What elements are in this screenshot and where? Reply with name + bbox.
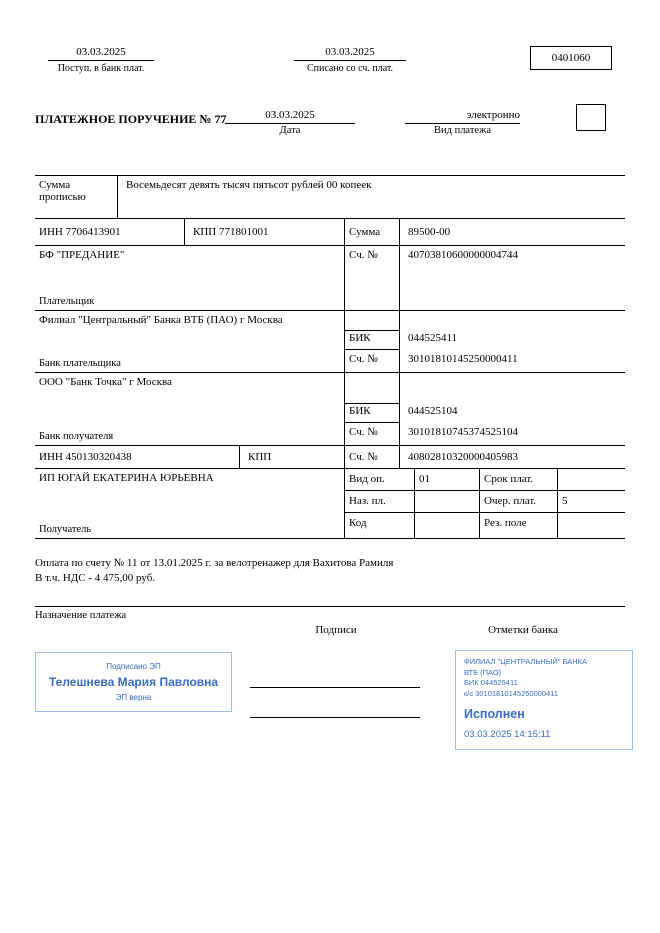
payee-bank-bik-label: БИК	[345, 403, 399, 423]
document-title: ПЛАТЕЖНОЕ ПОРУЧЕНИЕ № 77	[35, 112, 227, 126]
payer-inn-row	[35, 219, 625, 246]
payer-bank-details	[345, 311, 625, 372]
payee-name: ИП ЮГАЙ ЕКАТЕРИНА ЮРЬЕВНА	[39, 472, 214, 484]
payee-bank-detail-labels	[345, 373, 400, 445]
payer-bank-detail-labels	[345, 311, 400, 372]
op-type-label: Вид оп.	[345, 469, 415, 490]
payer-bank-detail-values	[400, 311, 625, 372]
bank-stamp-branch-line1: ФИЛИАЛ "ЦЕНТРАЛЬНЫЙ" БАНКА	[464, 657, 588, 666]
payment-kind-value: электронно	[405, 109, 520, 124]
payee-bank-cell	[35, 373, 345, 445]
signature-line-1	[250, 687, 420, 688]
document-date-field	[225, 109, 355, 136]
payer-bank-account-label: Сч. №	[349, 353, 378, 365]
debited-field	[294, 46, 406, 74]
bank-marks-header: Отметки банка	[488, 624, 558, 636]
payment-purpose-label: Назначение платежа	[35, 610, 127, 621]
operation-details	[345, 469, 625, 538]
payer-cell	[35, 246, 345, 310]
payer-bank-account: 30101810145250000411	[408, 353, 518, 365]
payer-bank-label: Банк плательщика	[39, 358, 121, 369]
amount-words-value: Восемьдесят девять тысяч пятьсот рублей 00 копеек	[126, 179, 372, 191]
payment-purpose-rule	[35, 606, 625, 607]
esignature-stamp	[35, 652, 232, 712]
bank-stamp-datetime: 03.03.2025 14:15:11	[464, 729, 551, 740]
amount-words-row	[35, 176, 625, 219]
payee-label: Получатель	[39, 524, 92, 535]
debited-label: Списано со сч. плат.	[306, 63, 394, 74]
payee-bank-name: ООО "Банк Точка" г Москва	[39, 376, 172, 388]
bank-execution-stamp	[455, 650, 633, 750]
payee-inn: ИНН 450130320438	[35, 446, 240, 468]
bank-received-field	[48, 46, 154, 74]
payee-bank-label: Банк получателя	[39, 431, 114, 442]
purpose-code-label: Наз. пл.	[345, 491, 415, 512]
payer-bank-name: Филиал "Центральный" Банка ВТБ (ПАО) г Москва	[39, 314, 283, 326]
payment-purpose-line1: Оплата по счету № 11 от 13.01.2025 г. за велотренажер для Вахитова Рамиля	[35, 557, 394, 569]
payer-name: БФ "ПРЕДАНИЕ"	[39, 249, 125, 261]
payee-bank-details	[345, 373, 625, 445]
document-date: 03.03.2025	[225, 109, 355, 124]
form-code-box: 0401060	[530, 46, 612, 70]
purpose-code-row	[345, 491, 625, 513]
payee-inn-row	[35, 446, 625, 469]
bank-received-date: 03.03.2025	[48, 46, 154, 61]
op-type-row	[345, 469, 625, 491]
amount-words-label: Сумма прописью	[35, 176, 118, 218]
purpose-code-value	[415, 491, 480, 512]
debited-date: 03.03.2025	[294, 46, 406, 61]
payee-account: 40802810320000405983	[408, 451, 518, 463]
payer-row	[35, 246, 625, 311]
payer-kpp: КПП 771801001	[185, 219, 345, 245]
payee-bank-bik: 044525104	[408, 405, 458, 417]
payer-bank-row	[35, 311, 625, 373]
payer-inn: ИНН 7706413901	[35, 219, 185, 245]
payee-kpp: КПП	[240, 446, 345, 468]
payee-bank-detail-values	[400, 373, 625, 445]
signature-line-2	[250, 717, 420, 718]
payer-bank-bik-label: БИК	[345, 330, 399, 350]
code-value	[415, 513, 480, 538]
bank-stamp-status: Исполнен	[464, 707, 525, 721]
document-date-label: Дата	[279, 125, 301, 136]
payee-account-label: Сч. №	[345, 446, 400, 468]
payment-purpose	[35, 556, 625, 585]
payer-bank-cell	[35, 311, 345, 372]
code-label: Код	[345, 513, 415, 538]
reserve-field-label: Рез. поле	[480, 513, 558, 538]
code-row	[345, 513, 625, 538]
signatures-header: Подписи	[315, 624, 357, 636]
status-code-box	[576, 104, 606, 131]
esignature-signer-name: Телешнева Мария Павловна	[48, 675, 219, 689]
payee-bank-account: 30101810745374525104	[408, 426, 518, 438]
bank-stamp-corr-account: к/с 30101810145250000411	[464, 688, 559, 698]
payer-label: Плательщик	[39, 296, 95, 307]
esignature-stamp-title: Подписано ЭП	[106, 662, 161, 671]
payee-bank-account-label: Сч. №	[349, 426, 378, 438]
payment-term-label: Срок плат.	[480, 469, 558, 490]
payment-table	[35, 175, 625, 539]
amount-value: 89500-00	[408, 226, 451, 238]
reserve-field-value	[558, 513, 625, 538]
priority-label: Очер. плат.	[480, 491, 558, 512]
payer-account: 40703810600000004744	[408, 249, 518, 261]
payee-row	[35, 469, 625, 539]
payee-bank-row	[35, 373, 625, 446]
payer-account-label: Сч. №	[345, 246, 400, 310]
payment-term-value	[558, 469, 625, 490]
payee-cell	[35, 469, 345, 538]
payment-kind-label: Вид платежа	[433, 125, 491, 136]
bank-received-label: Поступ. в банк плат.	[57, 63, 145, 74]
amount-label: Сумма	[345, 219, 400, 245]
bank-stamp-bik: БИК 044525411	[464, 678, 518, 687]
bank-stamp-branch-line2: ВТБ (ПАО)	[464, 667, 502, 677]
op-type-value: 01	[415, 469, 480, 490]
payment-purpose-line2: В т.ч. НДС - 4 475,00 руб.	[35, 571, 156, 584]
payment-kind-field	[405, 109, 520, 136]
priority-value: 5	[562, 495, 568, 507]
payer-bank-bik: 044525411	[408, 332, 458, 344]
esignature-valid-note: ЭП верна	[115, 693, 152, 702]
